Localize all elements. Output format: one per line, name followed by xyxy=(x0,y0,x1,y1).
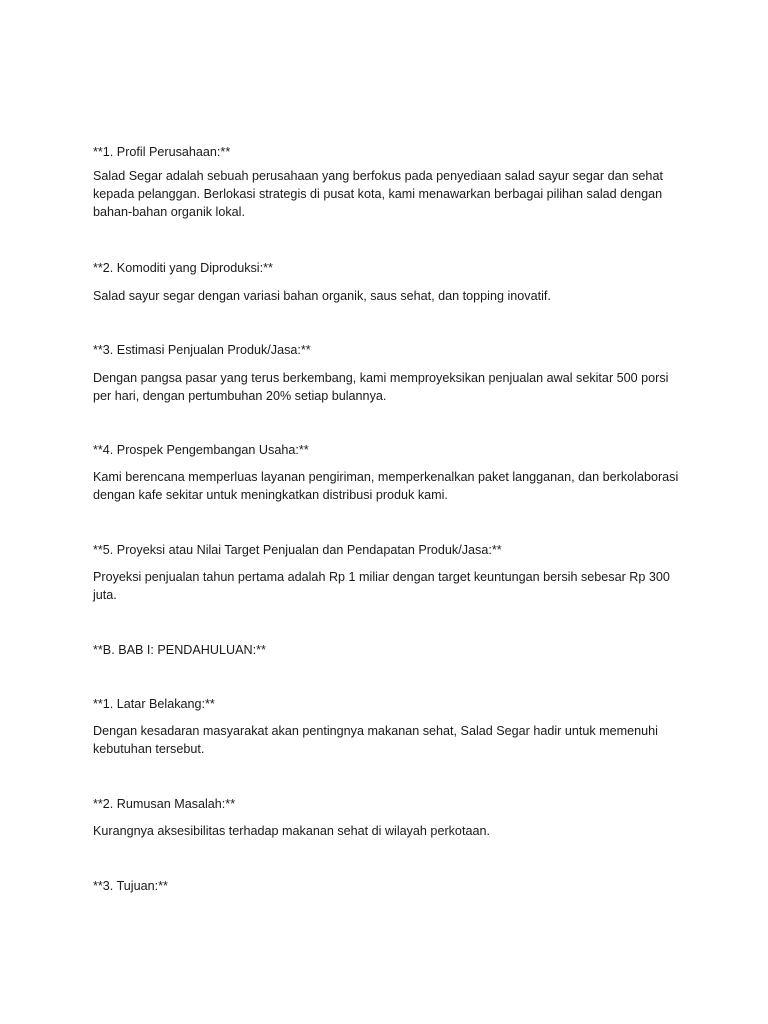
paragraph-proyeksi: Proyeksi penjualan tahun pertama adalah Rp 1 miliar dengan target keuntungan bersih sebesar Rp 300 juta. xyxy=(93,570,670,602)
paragraph-prospek: Kami berencana memperluas layanan pengiriman, memperkenalkan paket langganan, dan berkolaborasi dengan kafe sekitar untuk meningkatkan distribusi produk kami. xyxy=(93,470,679,502)
section-heading-rumusan-masalah: **2. Rumusan Masalah:** xyxy=(93,797,236,811)
section-heading-tujuan: **3. Tujuan:** xyxy=(93,879,168,893)
chapter-heading-pendahuluan: **B. BAB I: PENDAHULUAN:** xyxy=(93,643,266,657)
section-heading-estimasi: **3. Estimasi Penjualan Produk/Jasa:** xyxy=(93,343,311,357)
section-heading-prospek: **4. Prospek Pengembangan Usaha:** xyxy=(93,443,309,457)
section-heading-latar-belakang: **1. Latar Belakang:** xyxy=(93,697,215,711)
section-heading-komoditi: **2. Komoditi yang Diproduksi:** xyxy=(93,261,273,275)
paragraph-rumusan-masalah: Kurangnya aksesibilitas terhadap makanan sehat di wilayah perkotaan. xyxy=(93,824,490,838)
section-heading-proyeksi: **5. Proyeksi atau Nilai Target Penjualan dan Pendapatan Produk/Jasa:** xyxy=(93,543,502,557)
paragraph-latar-belakang: Dengan kesadaran masyarakat akan pentingnya makanan sehat, Salad Segar hadir untuk memenuhi kebutuhan tersebut. xyxy=(93,724,658,756)
paragraph-komoditi: Salad sayur segar dengan variasi bahan organik, saus sehat, dan topping inovatif. xyxy=(93,289,551,303)
paragraph-profil: Salad Segar adalah sebuah perusahaan yang berfokus pada penyediaan salad sayur segar dan sehat kepada pelanggan. Berlokasi strategis di pusat kota, kami menawarkan berbagai pilihan salad dengan bahan-bahan organik lokal. xyxy=(93,169,663,219)
section-heading-profil: **1. Profil Perusahaan:** xyxy=(93,145,231,159)
paragraph-estimasi: Dengan pangsa pasar yang terus berkembang, kami memproyeksikan penjualan awal sekitar 500 porsi per hari, dengan pertumbuhan 20% setiap bulannya. xyxy=(93,371,669,403)
